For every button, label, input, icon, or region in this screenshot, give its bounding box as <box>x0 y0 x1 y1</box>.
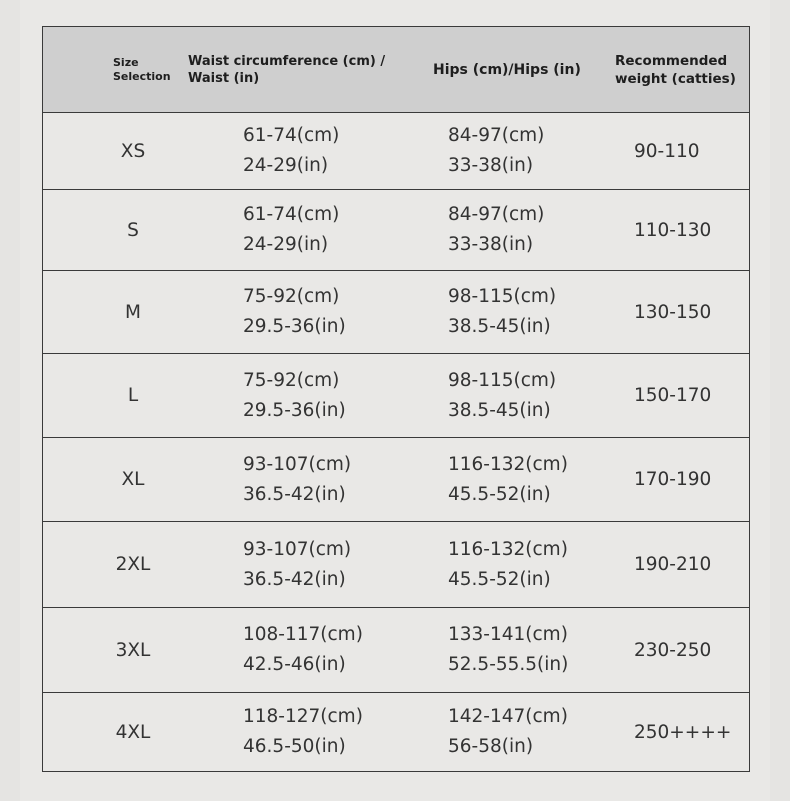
table-row <box>43 354 749 438</box>
size-cell: S <box>127 219 139 241</box>
waist-cell <box>183 702 398 762</box>
table-row <box>43 271 749 354</box>
hips-cell <box>398 282 608 342</box>
hips-cell <box>398 200 608 260</box>
weight-cell: 190-210 <box>634 554 712 575</box>
weight-cell: 170-190 <box>634 469 712 490</box>
hips-in: 45.5-52(in) <box>448 483 551 505</box>
table-row <box>43 522 749 608</box>
size-cell: 4XL <box>115 721 151 743</box>
waist-cell <box>183 366 398 426</box>
waist-cell <box>183 121 398 181</box>
weight-cell: 110-130 <box>634 219 712 241</box>
size-cell: 2XL <box>115 554 151 575</box>
weight-cell: 90-110 <box>634 140 700 162</box>
table-row <box>43 693 749 771</box>
header-waist: Waist circumference (cm) / Waist (in) <box>188 53 386 86</box>
hips-cell <box>398 535 608 595</box>
hips-in: 56-58(in) <box>448 736 534 757</box>
header-weight: Recommended weight (catties) <box>615 52 736 87</box>
hips-cell <box>398 450 608 510</box>
table-body <box>43 113 749 771</box>
waist-cell <box>183 450 398 510</box>
table-row <box>43 608 749 693</box>
waist-cm: 118-127(cm) <box>243 706 363 727</box>
hips-cm: 116-132(cm) <box>448 538 568 560</box>
waist-cell <box>183 282 398 342</box>
waist-cm: 93-107(cm) <box>243 538 352 560</box>
hips-cm: 142-147(cm) <box>448 706 568 727</box>
table-header <box>43 27 749 113</box>
waist-in: 24-29(in) <box>243 155 329 176</box>
size-cell: XL <box>121 469 145 490</box>
waist-in: 29.5-36(in) <box>243 399 346 421</box>
table-row <box>43 438 749 522</box>
hips-cm: 84-97(cm) <box>448 125 545 146</box>
weight-cell: 150-170 <box>634 385 712 406</box>
waist-in: 24-29(in) <box>243 234 329 255</box>
hips-cm: 84-97(cm) <box>448 204 545 225</box>
hips-in: 33-38(in) <box>448 155 534 176</box>
waist-cm: 61-74(cm) <box>243 204 340 225</box>
hips-cm: 133-141(cm) <box>448 624 568 645</box>
waist-cell <box>183 535 398 595</box>
hips-cm: 98-115(cm) <box>448 286 557 307</box>
weight-cell: 230-250 <box>634 639 712 661</box>
size-cell: XS <box>120 140 146 162</box>
waist-in: 42.5-46(in) <box>243 654 346 675</box>
size-chart-table <box>42 26 750 772</box>
waist-cm: 75-92(cm) <box>243 286 340 307</box>
hips-in: 45.5-52(in) <box>448 568 551 590</box>
size-cell: L <box>127 385 139 406</box>
header-hips: Hips (cm)/Hips (in) <box>433 61 581 78</box>
waist-cell <box>183 620 398 680</box>
hips-cell <box>398 620 608 680</box>
hips-in: 38.5-45(in) <box>448 399 551 421</box>
header-size: Size Selection <box>113 55 171 83</box>
size-cell: M <box>125 301 141 323</box>
waist-in: 29.5-36(in) <box>243 316 346 337</box>
hips-in: 33-38(in) <box>448 234 534 255</box>
waist-cm: 61-74(cm) <box>243 125 340 146</box>
waist-in: 46.5-50(in) <box>243 736 346 757</box>
hips-in: 38.5-45(in) <box>448 316 551 337</box>
waist-in: 36.5-42(in) <box>243 568 346 590</box>
table-row <box>43 190 749 271</box>
size-cell: 3XL <box>115 639 151 661</box>
waist-cm: 75-92(cm) <box>243 369 340 391</box>
waist-in: 36.5-42(in) <box>243 483 346 505</box>
table-row <box>43 113 749 190</box>
hips-cell <box>398 702 608 762</box>
hips-cell <box>398 366 608 426</box>
hips-in: 52.5-55.5(in) <box>448 654 569 675</box>
waist-cell <box>183 200 398 260</box>
weight-cell: 130-150 <box>634 301 712 323</box>
hips-cm: 98-115(cm) <box>448 369 557 391</box>
waist-cm: 93-107(cm) <box>243 453 352 475</box>
weight-cell: 250++++ <box>634 721 732 743</box>
waist-cm: 108-117(cm) <box>243 624 363 645</box>
hips-cell <box>398 121 608 181</box>
hips-cm: 116-132(cm) <box>448 453 568 475</box>
